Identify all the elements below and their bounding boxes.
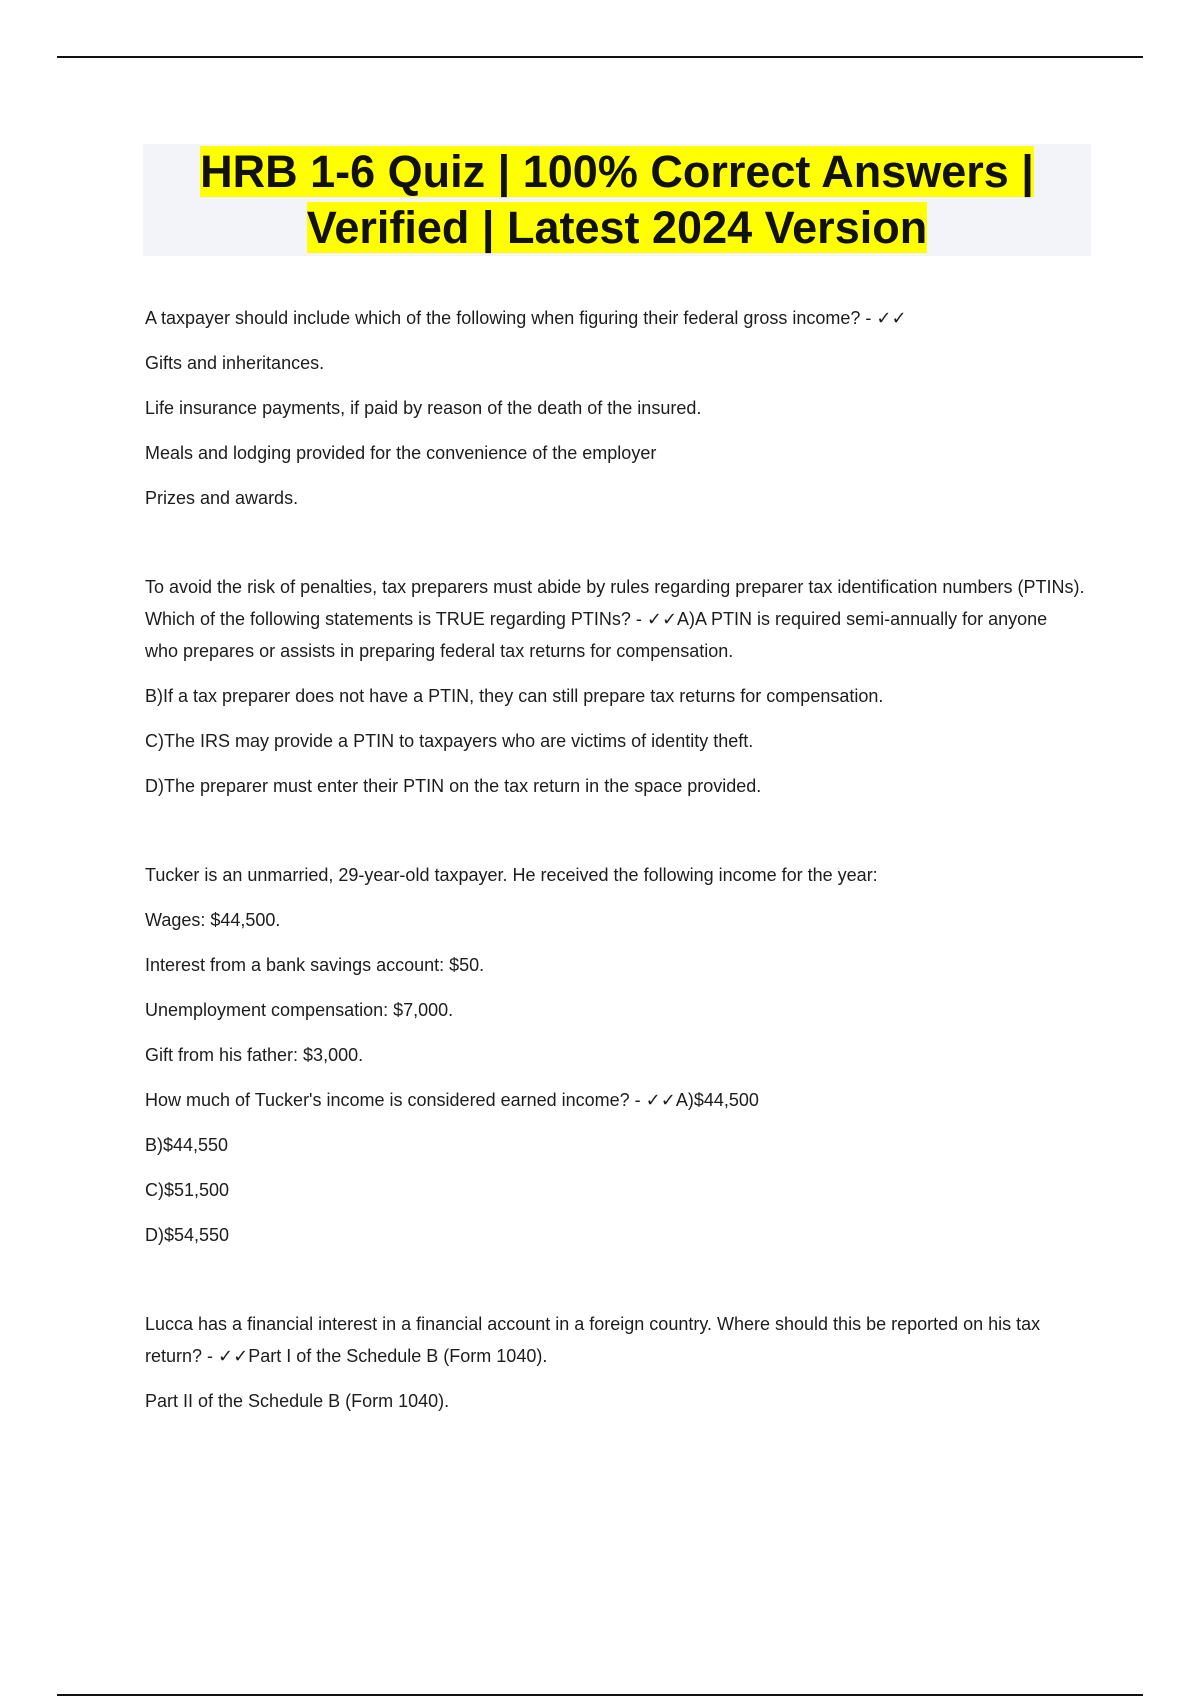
question-block-4 [145,1308,1085,1417]
answer-line: D)$54,550 [145,1225,230,1245]
quiz-content [145,302,1085,1430]
bottom-rule [57,1694,1143,1696]
answer-line: B)$44,550 [145,1135,229,1155]
answer-line: Prizes and awards. [145,488,299,508]
question-separator [145,815,1085,859]
answer-line: C)The IRS may provide a PTIN to taxpayers who are victims of identity theft. [145,731,754,751]
document-title [143,144,1091,256]
question-block-1 [145,302,1085,514]
answer-line: Gift from his father: $3,000. [145,1045,364,1065]
answer-line: Interest from a bank savings account: $50. [145,955,485,975]
answer-line: C)$51,500 [145,1180,230,1200]
answer-line: B)If a tax preparer does not have a PTIN, they can still prepare tax returns for compensation. [145,686,884,706]
question-separator [145,1264,1085,1308]
title-band [143,144,1091,256]
question-block-3 [145,859,1085,1251]
answer-line: Life insurance payments, if paid by reason of the death of the insured. [145,398,702,418]
question-separator [145,527,1085,571]
answer-line: D)The preparer must enter their PTIN on the tax return in the space provided. [145,776,762,796]
answer-line: Meals and lodging provided for the convenience of the employer [145,443,657,463]
question-text: Tucker is an unmarried, 29-year-old taxpayer. He received the following income for the year: [145,865,878,885]
answer-line: Part II of the Schedule B (Form 1040). [145,1391,450,1411]
question-block-2 [145,571,1085,802]
answer-line: Unemployment compensation: $7,000. [145,1000,454,1020]
answer-line: Gifts and inheritances. [145,353,325,373]
question-text: A taxpayer should include which of the following when figuring their federal gross income? - ✓✓ [145,308,907,328]
title-line-2: Verified | Latest 2024 Version [306,202,928,253]
question-text: To avoid the risk of penalties, tax preparers must abide by rules regarding preparer tax identification numbers (PTINs). Which of the following statements is TRUE regarding PTINs? - ✓✓A)A PTIN is required semi-annually for anyone who prepares or assists in preparing federal tax returns for compensation. [145,577,1085,661]
question-text: Lucca has a financial interest in a financial account in a foreign country. Where should this be reported on his tax return? - ✓✓Part I of the Schedule B (Form 1040). [145,1314,1041,1366]
top-rule [57,56,1143,58]
title-line-1: HRB 1-6 Quiz | 100% Correct Answers | [200,146,1034,197]
question-text: How much of Tucker's income is considered earned income? - ✓✓A)$44,500 [145,1090,759,1110]
answer-line: Wages: $44,500. [145,910,281,930]
